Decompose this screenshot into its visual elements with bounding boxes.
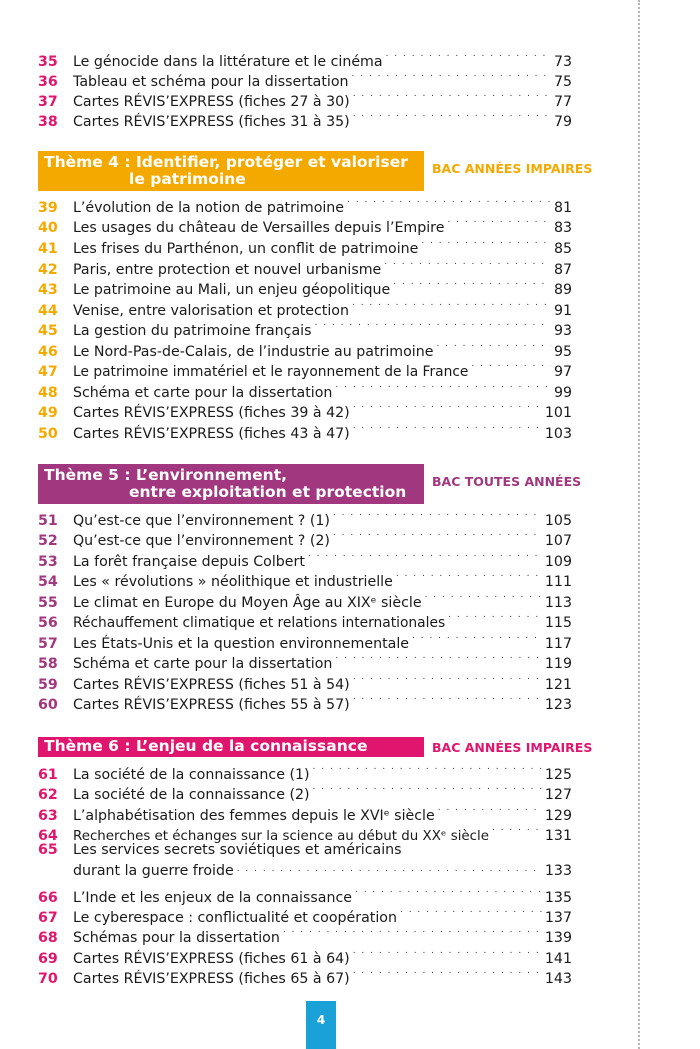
leader-dots xyxy=(396,566,542,586)
leader-dots xyxy=(412,628,542,648)
entry-title: Le patrimoine au Mali, un enjeu géopolitique xyxy=(73,282,391,298)
toc-entry[interactable] xyxy=(38,840,572,882)
leader-dots xyxy=(314,315,550,335)
leader-dots xyxy=(421,233,551,253)
entry-page: 131 xyxy=(544,828,572,844)
entry-title: L’alphabétisation des femmes depuis le XVIᵉ siècle xyxy=(73,808,435,824)
toc-entry[interactable] xyxy=(38,669,572,693)
page-edge-dotted-rule xyxy=(638,0,640,1049)
toc-entry[interactable] xyxy=(38,66,572,90)
theme4-title-line2: le patrimoine xyxy=(129,170,246,188)
entry-title: Cartes RÉVIS’EXPRESS (fiches 51 à 54) xyxy=(73,677,350,693)
entry-page: 91 xyxy=(553,303,572,319)
leader-dots xyxy=(335,648,542,668)
theme4-title-box xyxy=(38,151,424,191)
leader-dots xyxy=(436,336,550,356)
leader-dots xyxy=(308,546,542,566)
theme5-bac-label: BAC TOUTES ANNÉES xyxy=(432,474,582,489)
entry-page: 143 xyxy=(544,971,572,987)
leader-dots xyxy=(353,689,542,709)
leader-dots xyxy=(313,759,542,779)
entry-page: 81 xyxy=(553,200,572,216)
entry-title: Cartes RÉVIS’EXPRESS (fiches 43 à 47) xyxy=(73,426,350,442)
toc-entry[interactable] xyxy=(38,779,572,803)
leader-dots xyxy=(355,882,542,902)
entry-number: 62 xyxy=(38,787,58,803)
theme5-title-box xyxy=(38,464,424,504)
entry-title: L’Inde et les enjeux de la connaissance xyxy=(73,890,352,906)
entry-number: 35 xyxy=(38,54,58,70)
entry-number: 68 xyxy=(38,930,58,946)
entry-title: Schémas pour la dissertation xyxy=(73,930,280,946)
theme6-title-box xyxy=(38,737,424,757)
leader-dots xyxy=(353,669,542,689)
leader-dots xyxy=(425,587,542,607)
entry-page: 83 xyxy=(553,220,572,236)
entry-title: La forêt française depuis Colbert xyxy=(73,554,305,570)
page-number-tab xyxy=(306,1001,336,1049)
toc-entry[interactable] xyxy=(38,689,572,713)
leader-dots xyxy=(448,607,542,627)
entry-page: 113 xyxy=(544,595,572,611)
toc-entry[interactable] xyxy=(38,46,572,70)
leader-dots xyxy=(471,356,551,376)
leader-dots xyxy=(438,800,542,820)
entry-number: 45 xyxy=(38,323,58,339)
entry-number: 49 xyxy=(38,405,58,421)
toc-entry[interactable] xyxy=(38,882,572,906)
entry-page: 79 xyxy=(553,114,572,130)
leader-dots xyxy=(447,212,551,232)
entry-title: Le génocide dans la littérature et le cinéma xyxy=(73,54,383,70)
leader-dots xyxy=(335,377,551,397)
toc-entry[interactable] xyxy=(38,192,572,216)
entry-number: 61 xyxy=(38,767,58,783)
entry-page: 89 xyxy=(553,282,572,298)
entry-page: 119 xyxy=(544,656,572,672)
entry-page: 87 xyxy=(553,262,572,278)
entry-title: Les « révolutions » néolithique et industrielle xyxy=(73,574,393,590)
page-number: 4 xyxy=(316,1013,326,1027)
entry-title: Cartes RÉVIS’EXPRESS (fiches 61 à 64) xyxy=(73,951,350,967)
entry-page: 99 xyxy=(553,385,572,401)
entry-title: Les services secrets soviétiques et américains xyxy=(73,842,402,858)
toc-entry[interactable] xyxy=(38,295,572,319)
toc-entry[interactable] xyxy=(38,607,572,631)
theme6-bac-label: BAC ANNÉES IMPAIRES xyxy=(432,740,593,755)
entry-page: 141 xyxy=(544,951,572,967)
leader-dots xyxy=(386,46,551,66)
entry-title: Cartes RÉVIS’EXPRESS (fiches 31 à 35) xyxy=(73,114,350,130)
leader-dots xyxy=(353,943,542,963)
entry-number: 51 xyxy=(38,513,58,529)
entry-number: 60 xyxy=(38,697,58,713)
entry-page: 101 xyxy=(544,405,572,421)
entry-number: 42 xyxy=(38,262,58,278)
entry-page: 133 xyxy=(544,863,572,879)
entry-number: 55 xyxy=(38,595,58,611)
entry-page: 77 xyxy=(553,94,572,110)
entry-number: 36 xyxy=(38,74,58,90)
entry-title: L’évolution de la notion de patrimoine xyxy=(73,200,345,216)
entry-page: 129 xyxy=(544,808,572,824)
toc-entry[interactable] xyxy=(38,628,572,652)
toc-entry[interactable] xyxy=(38,525,572,549)
theme6-title-line1: Thème 6 : L’enjeu de la connaissance xyxy=(44,737,368,755)
entry-page: 97 xyxy=(553,364,572,380)
entry-number: 41 xyxy=(38,241,58,257)
entry-page: 123 xyxy=(544,697,572,713)
toc-entry[interactable] xyxy=(38,212,572,236)
entry-page: 135 xyxy=(544,890,572,906)
toc-entry[interactable] xyxy=(38,397,572,421)
entry-number: 44 xyxy=(38,303,58,319)
toc-entry[interactable] xyxy=(38,648,572,672)
entry-page: 117 xyxy=(544,636,572,652)
toc-entry[interactable] xyxy=(38,377,572,401)
theme5-title-line2: entre exploitation et protection xyxy=(129,483,407,501)
entry-number: 57 xyxy=(38,636,58,652)
leader-dots xyxy=(353,106,551,126)
entry-title: Cartes RÉVIS’EXPRESS (fiches 65 à 67) xyxy=(73,971,350,987)
entry-number: 48 xyxy=(38,385,58,401)
entry-page: 115 xyxy=(544,615,572,631)
entry-number: 38 xyxy=(38,114,58,130)
entry-title: Les États-Unis et la question environnementale xyxy=(73,636,409,652)
entry-number: 69 xyxy=(38,951,58,967)
entry-title: Qu’est-ce que l’environnement ? (2) xyxy=(73,533,330,549)
toc-entry[interactable] xyxy=(38,315,572,339)
leader-dots xyxy=(313,779,542,799)
entry-number: 64 xyxy=(38,828,58,844)
entry-number: 39 xyxy=(38,200,58,216)
entry-page: 137 xyxy=(544,910,572,926)
toc-entry[interactable] xyxy=(38,800,572,824)
entry-page: 95 xyxy=(553,344,572,360)
entry-title: Les frises du Parthénon, un conflit de patrimoine xyxy=(73,241,419,257)
toc-entry[interactable] xyxy=(38,546,572,570)
entry-title: Réchauffement climatique et relations internationales xyxy=(73,615,446,631)
leader-dots xyxy=(400,902,542,922)
entry-title: Paris, entre protection et nouvel urbanisme xyxy=(73,262,382,278)
entry-number: 40 xyxy=(38,220,58,236)
entry-page: 73 xyxy=(553,54,572,70)
entry-title: Venise, entre valorisation et protection xyxy=(73,303,349,319)
toc-entry[interactable] xyxy=(38,963,572,987)
toc-entry[interactable] xyxy=(38,86,572,110)
entry-title: Tableau et schéma pour la dissertation xyxy=(73,74,349,90)
entry-title: Qu’est-ce que l’environnement ? (1) xyxy=(73,513,330,529)
entry-number: 58 xyxy=(38,656,58,672)
toc-entry[interactable] xyxy=(38,418,572,442)
entry-page: 75 xyxy=(553,74,572,90)
leader-dots xyxy=(353,963,542,983)
leader-dots xyxy=(347,192,551,212)
leader-dots xyxy=(352,295,551,315)
entry-number: 47 xyxy=(38,364,58,380)
entry-page: 125 xyxy=(544,767,572,783)
entry-page: 127 xyxy=(544,787,572,803)
entry-number: 37 xyxy=(38,94,58,110)
entry-title: Le cyberespace : conflictualité et coopération xyxy=(73,910,397,926)
theme5-title-line1: Thème 5 : L’environnement, xyxy=(44,466,287,484)
entry-title: Schéma et carte pour la dissertation xyxy=(73,385,333,401)
toc-entry[interactable] xyxy=(38,943,572,967)
entry-title: Cartes RÉVIS’EXPRESS (fiches 27 à 30) xyxy=(73,94,350,110)
entry-title: La gestion du patrimoine français xyxy=(73,323,312,339)
leader-dots xyxy=(333,505,542,525)
leader-dots xyxy=(283,922,542,942)
entry-number: 56 xyxy=(38,615,58,631)
entry-page: 105 xyxy=(544,513,572,529)
toc-entry[interactable] xyxy=(38,566,572,590)
entry-title: Schéma et carte pour la dissertation xyxy=(73,656,333,672)
entry-number: 65 xyxy=(38,842,58,858)
entry-title: Cartes RÉVIS’EXPRESS (fiches 55 à 57) xyxy=(73,697,350,713)
toc-entry[interactable] xyxy=(38,356,572,380)
entry-number: 66 xyxy=(38,890,58,906)
entry-number: 59 xyxy=(38,677,58,693)
toc-entry[interactable] xyxy=(38,820,572,844)
leader-dots xyxy=(353,418,542,438)
entry-title-continued: durant la guerre froide xyxy=(73,863,234,879)
entry-title: Le climat en Europe du Moyen Âge au XIXᵉ siècle xyxy=(73,595,422,611)
leader-dots xyxy=(237,861,542,881)
theme4-bac-label: BAC ANNÉES IMPAIRES xyxy=(432,161,593,176)
entry-title: La société de la connaissance (2) xyxy=(73,787,310,803)
entry-title: Recherches et échanges sur la science au début du XXᵉ siècle xyxy=(73,829,489,844)
entry-number: 63 xyxy=(38,808,58,824)
entry-title: Le patrimoine immatériel et le rayonnement de la France xyxy=(73,364,469,380)
entry-number: 70 xyxy=(38,971,58,987)
toc-entry[interactable] xyxy=(38,274,572,298)
entry-title: Cartes RÉVIS’EXPRESS (fiches 39 à 42) xyxy=(73,405,350,421)
toc-entry[interactable] xyxy=(38,106,572,130)
entry-page: 85 xyxy=(553,241,572,257)
toc-entry[interactable] xyxy=(38,233,572,257)
entry-number: 46 xyxy=(38,344,58,360)
entry-title: Le Nord-Pas-de-Calais, de l’industrie au patrimoine xyxy=(73,344,434,360)
entry-page: 111 xyxy=(544,574,572,590)
entry-number: 67 xyxy=(38,910,58,926)
entry-number: 53 xyxy=(38,554,58,570)
toc-entry[interactable] xyxy=(38,922,572,946)
entry-page: 93 xyxy=(553,323,572,339)
entry-page: 109 xyxy=(544,554,572,570)
entry-title: Les usages du château de Versailles depuis l’Empire xyxy=(73,220,445,236)
leader-dots xyxy=(384,254,551,274)
leader-dots xyxy=(393,274,551,294)
toc-entry[interactable] xyxy=(38,902,572,926)
toc-entry[interactable] xyxy=(38,254,572,278)
leader-dots xyxy=(352,66,551,86)
toc-entry[interactable] xyxy=(38,336,572,360)
entry-page: 121 xyxy=(544,677,572,693)
toc-entry[interactable] xyxy=(38,587,572,611)
theme4-title-line1: Thème 4 : Identifier, protéger et valoriser xyxy=(44,153,408,171)
entry-page: 139 xyxy=(544,930,572,946)
toc-entry[interactable] xyxy=(38,759,572,783)
entry-title: La société de la connaissance (1) xyxy=(73,767,310,783)
leader-dots xyxy=(492,820,542,840)
toc-entry[interactable] xyxy=(38,505,572,529)
entry-number: 43 xyxy=(38,282,58,298)
entry-number: 52 xyxy=(38,533,58,549)
entry-number: 54 xyxy=(38,574,58,590)
entry-page: 103 xyxy=(544,426,572,442)
leader-dots xyxy=(353,86,551,106)
entry-page: 107 xyxy=(544,533,572,549)
leader-dots xyxy=(333,525,542,545)
entry-number: 50 xyxy=(38,426,58,442)
leader-dots xyxy=(353,397,542,417)
